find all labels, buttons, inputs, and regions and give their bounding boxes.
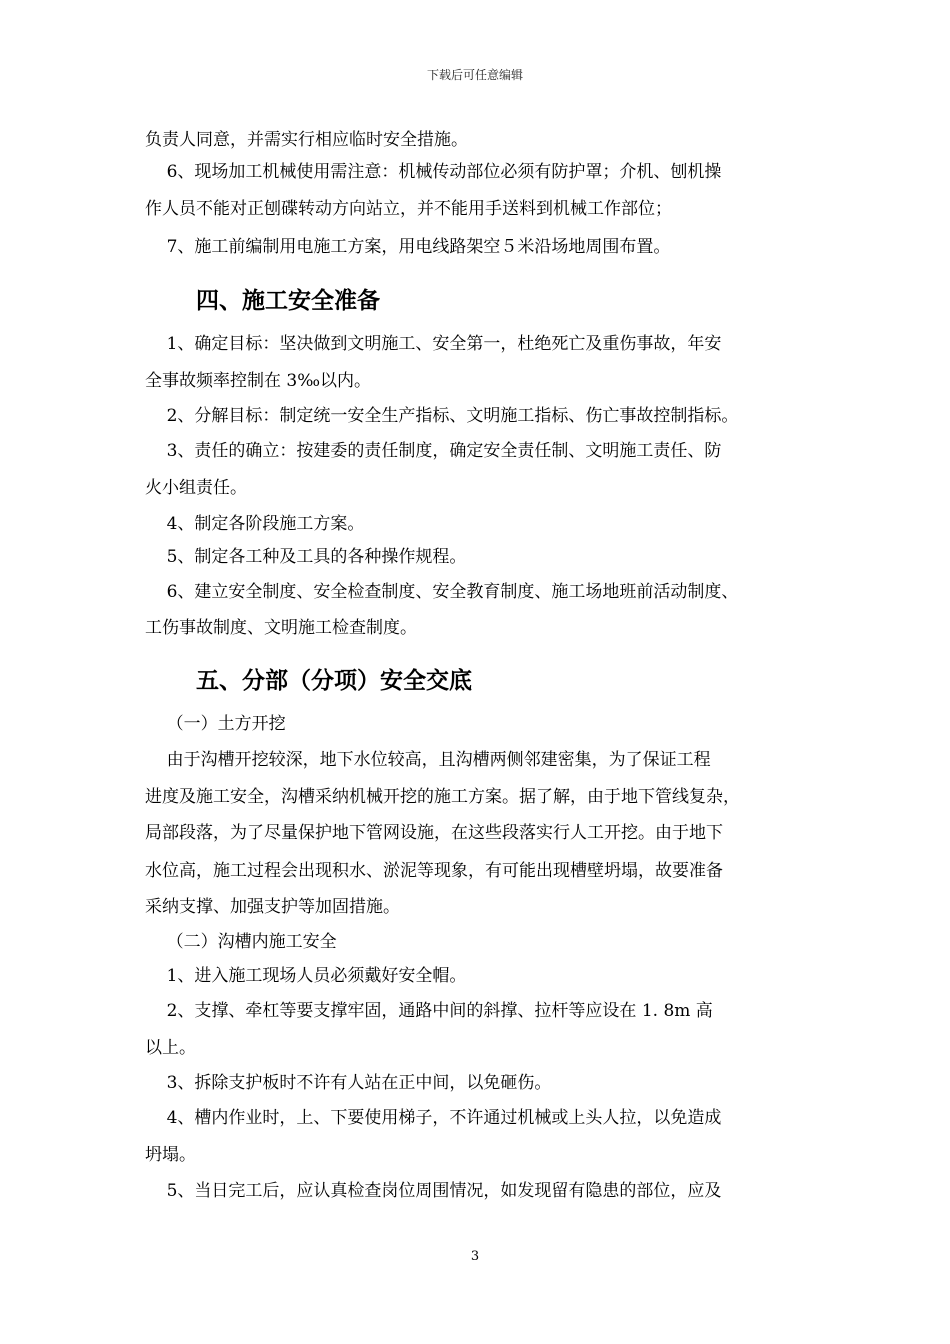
paragraph-line: 3、责任的确立：按建委的责任制度，确定安全责任制、文明施工责任、防 bbox=[145, 441, 722, 461]
paragraph-line: 负责人同意，并需实行相应临时安全措施。 bbox=[145, 130, 468, 150]
paragraph-line: 全事故频率控制在 3‰以内。 bbox=[145, 371, 372, 391]
paragraph-line: 2、支撑、牵杠等要支撑牢固，通路中间的斜撑、拉杆等应设在 1. 8m 高 bbox=[145, 1001, 713, 1021]
paragraph-line: 6、建立安全制度、安全检查制度、安全教育制度、施工场地班前活动制度、 bbox=[145, 582, 739, 602]
page-number: 3 bbox=[470, 1249, 480, 1264]
paragraph-line: 7、施工前编制用电施工方案，用电线路架空５米沿场地周围布置。 bbox=[145, 237, 671, 257]
paragraph-line: 采纳支撑、加强支护等加固措施。 bbox=[145, 897, 400, 917]
paragraph-line: 由于沟槽开挖较深，地下水位较高，且沟槽两侧邻建密集，为了保证工程 bbox=[145, 750, 711, 770]
paragraph-line: 1、进入施工现场人员必须戴好安全帽。 bbox=[145, 966, 467, 986]
paragraph-line: 5、当日完工后，应认真检查岗位周围情况，如发现留有隐患的部位，应及 bbox=[145, 1181, 722, 1201]
paragraph-line: 5、制定各工种及工具的各种操作规程。 bbox=[145, 547, 467, 567]
paragraph-line: 2、分解目标：制定统一安全生产指标、文明施工指标、伤亡事故控制指标。 bbox=[145, 406, 739, 426]
paragraph-line: 3、拆除支护板时不许有人站在正中间，以免砸伤。 bbox=[145, 1073, 552, 1093]
paragraph-line: 作人员不能对正刨碟转动方向站立，并不能用手送料到机械工作部位； bbox=[145, 199, 672, 219]
paragraph-line: 火小组责任。 bbox=[145, 478, 247, 498]
section-heading-4: 四、施工安全准备 bbox=[196, 287, 380, 314]
paragraph-line: 1、确定目标：坚决做到文明施工、安全第一，杜绝死亡及重伤事故，年安 bbox=[145, 334, 722, 354]
paragraph-line: 4、制定各阶段施工方案。 bbox=[145, 514, 365, 534]
paragraph-line: （二）沟槽内施工安全 bbox=[145, 932, 337, 952]
paragraph-line: 坍塌。 bbox=[145, 1145, 196, 1165]
paragraph-line: 进度及施工安全，沟槽采纳机械开挖的施工方案。据了解，由于地下管线复杂， bbox=[145, 787, 740, 807]
paragraph-line: 水位高，施工过程会出现积水、淤泥等现象，有可能出现槽壁坍塌，故要准备 bbox=[145, 861, 723, 881]
section-heading-5: 五、分部（分项）安全交底 bbox=[196, 667, 472, 694]
header-note: 下载后可任意编辑 bbox=[426, 68, 523, 82]
paragraph-line: （一）土方开挖 bbox=[145, 714, 286, 734]
paragraph-line: 局部段落，为了尽量保护地下管网设施，在这些段落实行人工开挖。由于地下 bbox=[145, 823, 723, 843]
paragraph-line: 以上。 bbox=[145, 1038, 196, 1058]
paragraph-line: 工伤事故制度、文明施工检查制度。 bbox=[145, 618, 417, 638]
paragraph-line: 6、现场加工机械使用需注意：机械传动部位必须有防护罩；介机、刨机操 bbox=[145, 162, 722, 182]
paragraph-line: 4、槽内作业时，上、下要使用梯子，不许通过机械或上头人拉，以免造成 bbox=[145, 1108, 722, 1128]
